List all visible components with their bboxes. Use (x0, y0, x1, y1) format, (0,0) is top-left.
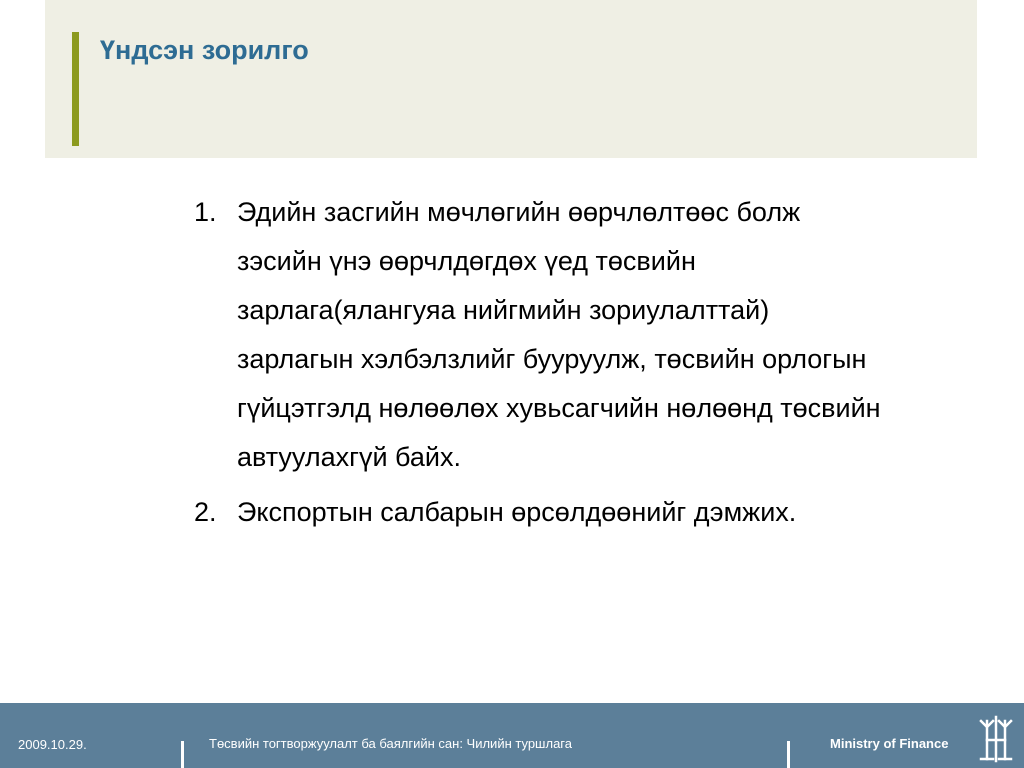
list-item-text: Эдийн засгийн мөчлөгийн өөрчлөлтөөс болж зэсийн үнэ өөрчлдөгдөх үед төсвийн зарлага(ялангуяа нийгмийн зориулалттай) зарлагын хэлбэлзлийг бууруулж, төсвийн орлогын гүйцэтгэлд нөлөөлөх хувьсагчийн нөлөөнд төсвийн автуулахгүй байх. (237, 197, 881, 472)
footer-divider (181, 741, 184, 768)
content-list (190, 188, 890, 543)
list-item (190, 188, 890, 482)
footer-organization: Ministry of Finance (830, 736, 949, 751)
title-band (45, 0, 977, 158)
list-item (190, 488, 890, 537)
footer-title: Төсвийн тогтворжуулалт ба баялгийн сан: Чилийн туршлага (209, 736, 572, 751)
list-item-text: Экспортын салбарын өрсөлдөөнийг дэмжих. (237, 497, 797, 527)
footer-divider (787, 741, 790, 768)
list-item-number: 1. (194, 197, 217, 227)
ministry-emblem-icon (978, 715, 1014, 763)
list-item-number: 2. (194, 497, 217, 527)
footer-bar (0, 703, 1024, 768)
slide-title: Үндсэн зорилго (100, 35, 309, 65)
footer-date: 2009.10.29. (18, 737, 87, 752)
title-accent-bar (72, 32, 79, 146)
